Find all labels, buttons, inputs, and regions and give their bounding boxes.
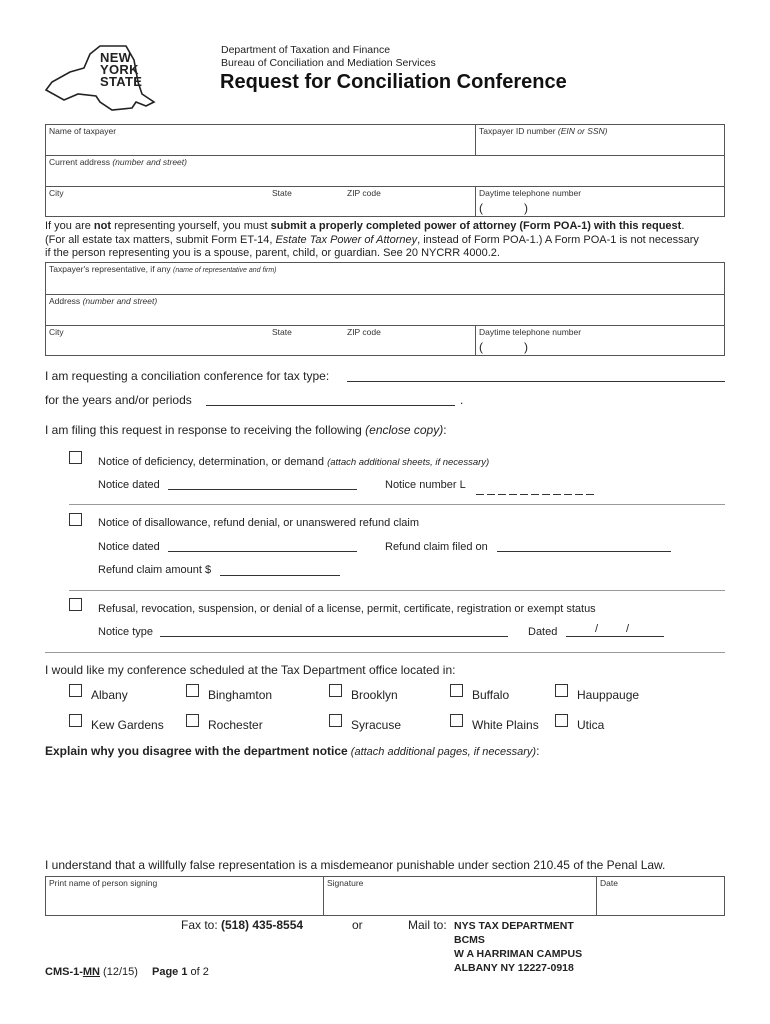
representative-hint: (name of representative and firm) (173, 267, 277, 274)
filing-label: I am filing this request in response to receiving the following (enclose copy): (45, 423, 447, 437)
hauppauge-label: Hauppauge (577, 688, 640, 702)
divider (45, 652, 725, 653)
notice-number-label: Notice number L (385, 479, 466, 491)
notice-deficiency-checkbox[interactable] (69, 451, 82, 464)
taxpayer-address-field[interactable] (49, 157, 187, 167)
white-plains-checkbox[interactable] (450, 714, 463, 727)
rep-phone-field[interactable]: Daytime telephone number (479, 327, 582, 337)
taxpayer-city-field[interactable]: City (49, 188, 64, 198)
logo-line-3: STATE (100, 74, 143, 89)
rochester-checkbox[interactable] (186, 714, 199, 727)
notice-type-label: Notice type (98, 626, 154, 638)
mail-line-1: NYS TAX DEPARTMENT (454, 920, 574, 932)
date-slash-1: / (595, 623, 599, 635)
years-period: . (460, 393, 464, 407)
albany-checkbox[interactable] (69, 684, 82, 697)
notice-deficiency-label: Notice of deficiency, determination, or demand (attach additional sheets, if necessary) (98, 456, 490, 468)
poa-line-3: if the person representing you is a spouse, parent, child, or guardian. See 20 NYCRR 4000.2. (45, 247, 500, 259)
n1-notice-dated-label: Notice dated (98, 479, 160, 491)
notice-disallowance-checkbox[interactable] (69, 513, 82, 526)
notice-license-refusal-checkbox[interactable] (69, 598, 82, 611)
syracuse-checkbox[interactable] (329, 714, 342, 727)
divider (69, 590, 725, 591)
poa-line-2: (For all estate tax matters, submit Form ET-14, Estate Tax Power of Attorney, instead of Form POA-1.) A Form POA-1 is not necessary (45, 233, 699, 246)
rep-zip-field[interactable]: ZIP code (347, 327, 381, 337)
notice-disallowance-label: Notice of disallowance, refund denial, or unanswered refund claim (98, 517, 420, 529)
mail-line-3: W A HARRIMAN CAMPUS (454, 948, 583, 960)
address-label: Current address (49, 157, 110, 167)
refund-amount-label: Refund claim amount $ (98, 564, 212, 576)
hauppauge-checkbox[interactable] (555, 684, 568, 697)
rep-address-hint: (number and street) (82, 296, 158, 306)
representative-info-box (45, 262, 725, 356)
n3-dated-input[interactable] (566, 636, 664, 637)
address-hint: (number and street) (112, 157, 187, 167)
taxpayer-info-box (45, 124, 725, 217)
taxpayer-id-label: Taxpayer ID number (479, 126, 556, 136)
taxpayer-name-label: Name of taxpayer (49, 126, 117, 136)
penalty-statement: I understand that a willfully false representation is a misdemeanor punishable under section 210.45 of the Penal Law. (45, 858, 666, 872)
brooklyn-checkbox[interactable] (329, 684, 342, 697)
phone-paren-close: ) (524, 201, 528, 215)
fax-number: (518) 435-8554 (221, 918, 304, 932)
years-label: for the years and/or periods (45, 393, 192, 407)
fax-line (181, 918, 303, 932)
buffalo-checkbox[interactable] (450, 684, 463, 697)
fax-label: Fax to: (181, 918, 222, 932)
or-label: or (352, 918, 363, 932)
albany-label: Albany (91, 688, 128, 702)
taxpayer-id-hint: (EIN or SSN) (557, 126, 608, 136)
logo-line-2: YORK (100, 62, 139, 77)
refund-filed-label: Refund claim filed on (385, 541, 488, 553)
brooklyn-label: Brooklyn (351, 688, 398, 702)
notice-type-input[interactable] (160, 636, 508, 637)
utica-label: Utica (577, 718, 605, 732)
years-input[interactable] (206, 405, 455, 406)
logo-line-1: NEW (100, 50, 132, 65)
representative-label: Taxpayer's representative, if any (49, 264, 171, 274)
binghamton-checkbox[interactable] (186, 684, 199, 697)
taxpayer-state-field[interactable]: State (272, 188, 292, 198)
poa-instructions (45, 220, 735, 261)
office-intro: I would like my conference scheduled at the Tax Department office located in: (45, 663, 456, 677)
bureau-name: Bureau of Conciliation and Mediation Services (221, 57, 436, 69)
rep-phone-paren-close: ) (524, 340, 528, 354)
mail-label: Mail to: (408, 918, 447, 932)
representative-name-field[interactable] (49, 264, 277, 274)
notice-license-refusal-label: Refusal, revocation, suspension, or denial of a license, permit, certificate, registration or exempt status (98, 603, 596, 615)
syracuse-label: Syracuse (351, 718, 402, 732)
notice-number-input[interactable] (476, 482, 597, 500)
rep-phone-paren-open: ( (479, 340, 483, 354)
n1-notice-dated-input[interactable] (168, 489, 357, 490)
explain-heading: Explain why you disagree with the department notice (attach additional pages, if necessary): (45, 744, 540, 758)
representative-address-field[interactable] (49, 296, 157, 306)
kew-gardens-checkbox[interactable] (69, 714, 82, 727)
explain-text-area[interactable] (45, 762, 725, 850)
binghamton-label: Binghamton (208, 688, 273, 702)
print-name-field[interactable]: Print name of person signing (49, 878, 158, 888)
poa-line-1: If you are not representing yourself, you must submit a properly completed power of attorney (Form POA-1) with this request. (45, 220, 685, 232)
refund-amount-input[interactable] (220, 575, 340, 576)
logo-text (100, 52, 142, 88)
kew-gardens-label: Kew Gardens (91, 718, 164, 732)
rep-city-field[interactable]: City (49, 327, 64, 337)
taxpayer-id-field[interactable] (479, 126, 608, 136)
white-plains-label: White Plains (472, 718, 539, 732)
mail-line-4: ALBANY NY 12227-0918 (454, 962, 574, 974)
buffalo-label: Buffalo (472, 688, 510, 702)
refund-filed-input[interactable] (497, 551, 671, 552)
page-number: Page 1 of 2 (152, 966, 209, 978)
phone-paren-open: ( (479, 201, 483, 215)
rep-address-label: Address (49, 296, 81, 306)
form-title: Request for Conciliation Conference (220, 71, 567, 93)
taxpayer-zip-field[interactable]: ZIP code (347, 188, 381, 198)
taxpayer-phone-field[interactable]: Daytime telephone number (479, 188, 582, 198)
form-id: CMS-1-MN (12/15) (45, 966, 138, 978)
n3-dated-label: Dated (528, 626, 558, 638)
mail-address (454, 919, 582, 975)
tax-type-input[interactable] (347, 381, 725, 382)
n2-notice-dated-input[interactable] (168, 551, 357, 552)
n2-notice-dated-label: Notice dated (98, 541, 160, 553)
divider (69, 504, 725, 505)
taxpayer-name-field[interactable] (49, 126, 116, 136)
rep-state-field[interactable]: State (272, 327, 292, 337)
department-name: Department of Taxation and Finance (221, 44, 391, 56)
signature-field[interactable]: Signature (327, 878, 364, 888)
mail-line-2: BCMS (454, 934, 485, 946)
date-field[interactable]: Date (600, 878, 618, 888)
utica-checkbox[interactable] (555, 714, 568, 727)
tax-type-label: I am requesting a conciliation conference for tax type: (45, 369, 330, 383)
rochester-label: Rochester (208, 718, 263, 732)
date-slash-2: / (626, 623, 630, 635)
